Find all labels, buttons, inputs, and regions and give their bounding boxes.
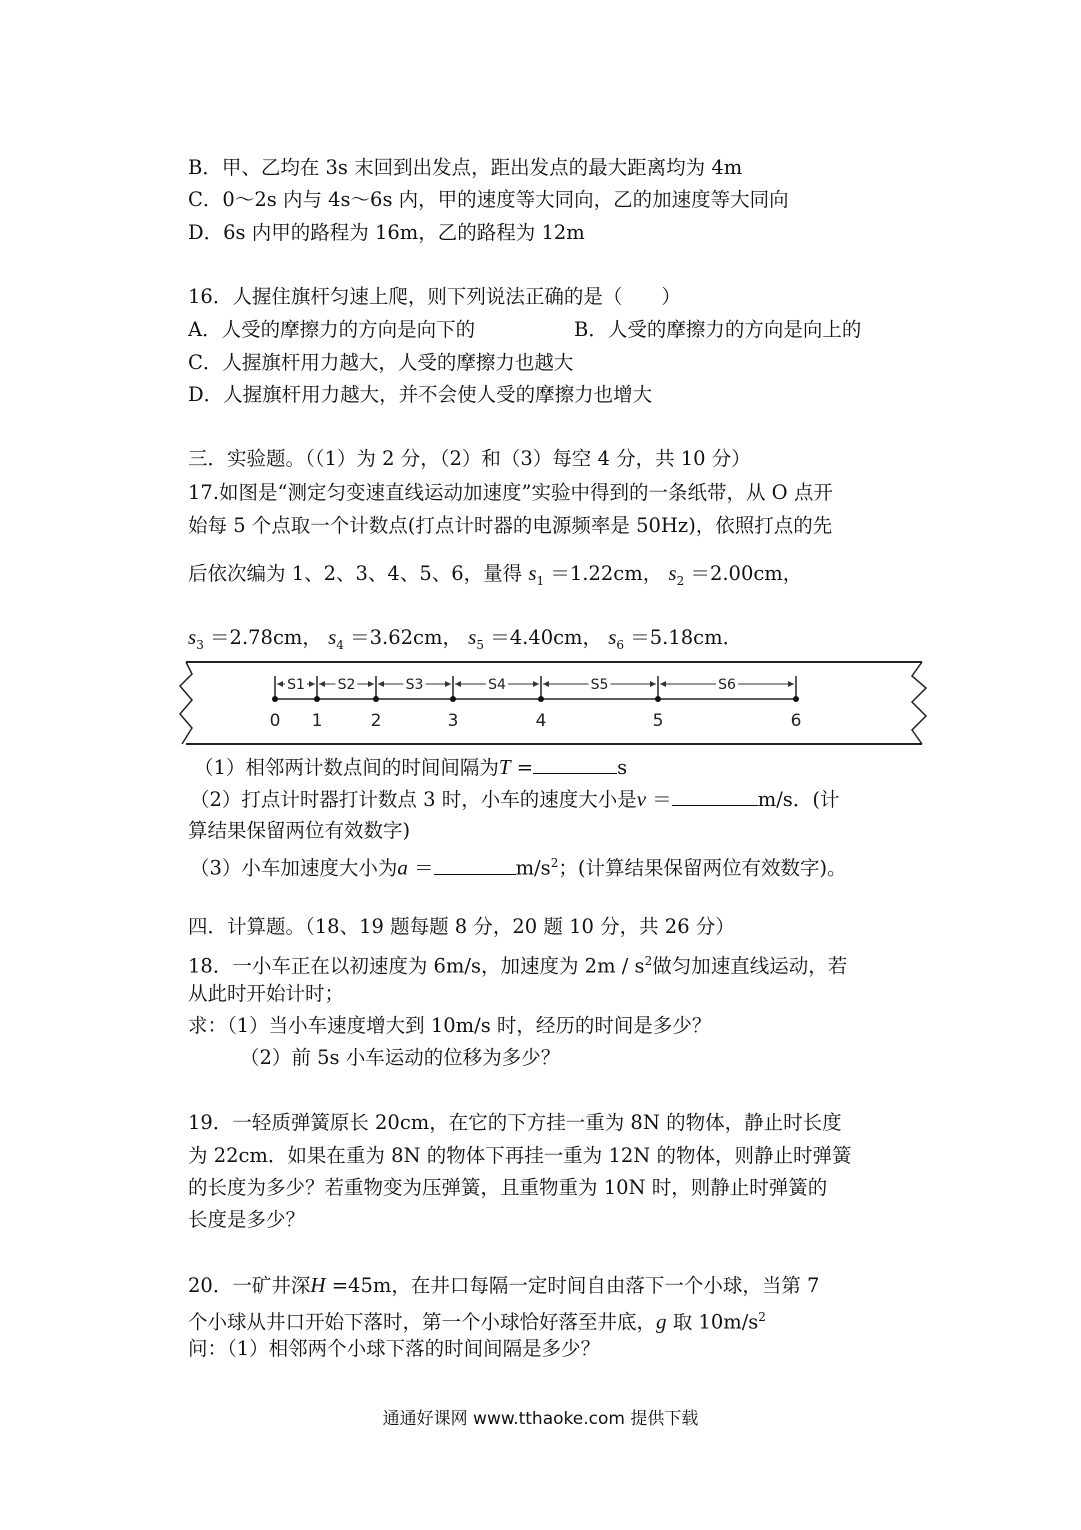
s1-value: ＝1.22cm， (550, 562, 663, 585)
arrowhead (368, 681, 374, 687)
s5-subscript: 5 (476, 637, 484, 652)
var-t: T (498, 755, 511, 779)
paper-tape-diagram (178, 658, 930, 750)
segment-label-2: S2 (337, 677, 356, 693)
count-point-5 (655, 696, 661, 702)
arrowhead (277, 681, 283, 687)
q19-line-1: 19．一轻质弹簧原长 20cm，在它的下方挂一重为 8N 的物体，静止时长度 (188, 1111, 842, 1134)
point-label-5: 5 (652, 711, 664, 731)
q16-option-d: D．人握旗杆用力越大，并不会使人受的摩擦力也增大 (188, 383, 653, 406)
q17-part-3 (190, 850, 847, 882)
point-label-0: 0 (269, 711, 281, 731)
s2-subscript: 2 (676, 573, 685, 588)
s3-subscript: 3 (196, 637, 204, 652)
q20-line-1a: 20．一矿井深 (188, 1274, 311, 1297)
q17-line-3-prefix: 后依次编为 1、2、3、4、5、6，量得 (188, 562, 523, 585)
q17-part-1-eq: = (510, 756, 534, 779)
answer-blank-v[interactable] (672, 787, 758, 806)
q17-part-2-eq: ＝ (646, 788, 672, 811)
arrowhead (309, 681, 315, 687)
q17-part-2-unit: m/s．(计 (757, 788, 840, 811)
q18-line-3: 求：（1）当小车速度增大到 10m/s 时，经历的时间是多少？ (188, 1014, 712, 1037)
q19-line-4: 长度是多少？ (188, 1208, 306, 1231)
q16-option-b: B．人受的摩擦力的方向是向上的 (574, 318, 862, 341)
segment-label-1: S1 (287, 677, 305, 693)
count-point-2 (373, 696, 379, 702)
q20-line-2 (188, 1304, 766, 1336)
q17-part-2-line-2: 算结果保留两位有效数字) (188, 819, 411, 842)
var-g: g (656, 1309, 667, 1334)
s2-value: ＝2.00cm， (690, 562, 803, 585)
q15-option-b: B．甲、乙均在 3s 末回到出发点，距出发点的最大距离均为 4m (188, 156, 743, 179)
q18-line-4: （2）前 5s 小车运动的位移为多少？ (240, 1046, 561, 1069)
q17-line-2: 始每 5 个点取一个计数点(打点计时器的电源频率是 50Hz)，依照打点的先 (188, 514, 833, 537)
segment-label-3: S3 (405, 677, 424, 693)
segment-label-5: S5 (590, 677, 609, 693)
q20-line-1b: =45m，在井口每隔一定时间自由落下一个小球，当第 7 (325, 1274, 820, 1297)
point-label-2: 2 (370, 711, 382, 731)
count-point-4 (538, 696, 544, 702)
s6-subscript: 6 (616, 637, 625, 652)
q15-option-c: C．0～2s 内与 4s～6s 内，甲的速度等大同向，乙的加速度等大同向 (188, 188, 789, 211)
tape-right-torn-edge (912, 662, 926, 744)
q17-part-1-unit: s (617, 756, 628, 779)
q15-option-d: D．6s 内甲的路程为 16m，乙的路程为 12m (188, 221, 585, 244)
arrowhead (788, 681, 794, 687)
s4-symbol: s (328, 625, 337, 649)
q17-part-3-suffix: ；(计算结果保留两位有效数字)。 (558, 856, 847, 880)
section-3-title: 三．实验题。（（1）为 2 分，（2）和（3）每空 4 分，共 10 分） (188, 447, 751, 470)
q20-line-2a: 个小球从井口开始下落时，第一个小球恰好落至井底， (188, 1310, 657, 1334)
s5-value: ＝4.40cm， (490, 626, 603, 649)
q18-line-1b: 做匀加速直线运动，若 (652, 954, 848, 978)
count-point-6 (793, 696, 799, 702)
q17-part-1 (194, 754, 627, 781)
var-a: a (397, 855, 408, 880)
q17-part-2-text: （2）打点计时器打计数点 3 时，小车的速度大小是 (190, 788, 637, 811)
answer-blank-a[interactable] (434, 856, 516, 875)
arrowhead (660, 681, 666, 687)
count-point-3 (450, 696, 456, 702)
q18-line-1-sup: 2 (644, 954, 653, 968)
s6-value: ＝5.18cm． (630, 626, 743, 649)
s5-symbol: s (468, 625, 477, 649)
q20-line-2b: 取 10m/s (666, 1310, 759, 1334)
arrowhead (445, 681, 451, 687)
var-v: v (636, 787, 647, 811)
q17-part-1-text: （1）相邻两计数点间的时间间隔为 (194, 756, 499, 779)
s4-subscript: 4 (336, 637, 344, 652)
q20-line-1 (188, 1272, 819, 1299)
q18-line-1a: 18．一小车正在以初速度为 6m/s，加速度为 2m / s (188, 954, 645, 978)
count-point-1 (314, 696, 320, 702)
var-h: H (310, 1273, 326, 1297)
s3-value: ＝2.78cm， (210, 626, 322, 649)
point-label-6: 6 (790, 711, 802, 731)
arrowhead (543, 681, 549, 687)
s3-symbol: s (188, 625, 197, 649)
footer-credit: 通通好课网 www.tthaoke.com 提供下载 (382, 1409, 699, 1429)
q20-line-3: 问：（1）相邻两个小球下落的时间间隔是多少？ (188, 1337, 601, 1360)
point-label-1: 1 (311, 711, 323, 731)
q17-line-3 (188, 560, 802, 594)
q18-line-1 (188, 948, 847, 980)
s1-subscript: 1 (536, 573, 545, 588)
arrowhead (378, 681, 384, 687)
q17-part-3-unit: m/s (515, 856, 551, 880)
s2-symbol: s (668, 561, 677, 585)
answer-blank-t[interactable] (533, 755, 617, 774)
s1-symbol: s (528, 561, 537, 585)
arrowhead (319, 681, 325, 687)
s4-value: ＝3.62cm， (350, 626, 462, 649)
q17-part-3-eq: ＝ (407, 856, 434, 880)
count-point-0 (272, 696, 278, 702)
section-4-title: 四．计算题。（18、19 题每题 8 分，20 题 10 分，共 26 分） (188, 915, 735, 938)
segment-label-6: S6 (718, 677, 736, 693)
q17-part-3-sup: 2 (550, 856, 559, 870)
q19-line-2: 为 22cm．如果在重为 8N 的物体下再挂一重为 12N 的物体，则静止时弹簧 (188, 1144, 852, 1167)
arrowhead (650, 681, 656, 687)
s6-symbol: s (608, 625, 617, 649)
segment-label-4: S4 (488, 677, 506, 693)
q17-line-1: 17.如图是“测定匀变速直线运动加速度”实验中得到的一条纸带，从 O 点开 (188, 481, 833, 504)
q18-line-2: 从此时开始计时； (188, 982, 345, 1005)
q17-part-3-text: （3）小车加速度大小为 (190, 856, 398, 880)
q16-option-c: C．人握旗杆用力越大，人受的摩擦力也越大 (188, 351, 574, 374)
q20-line-2-sup: 2 (758, 1310, 766, 1324)
point-label-4: 4 (535, 711, 547, 731)
q17-line-4 (188, 624, 742, 658)
arrowhead (533, 681, 539, 687)
q16-option-a: A．人受的摩擦力的方向是向下的 (188, 318, 476, 341)
tape-left-torn-edge (180, 662, 192, 744)
q17-part-2 (190, 786, 839, 813)
arrowhead (455, 681, 461, 687)
point-label-3: 3 (447, 711, 459, 731)
q16-stem: 16．人握住旗杆匀速上爬，则下列说法正确的是（ ） (188, 285, 681, 308)
q19-line-3: 的长度为多少？若重物变为压弹簧，且重物重为 10N 时，则静止时弹簧的 (188, 1176, 828, 1199)
